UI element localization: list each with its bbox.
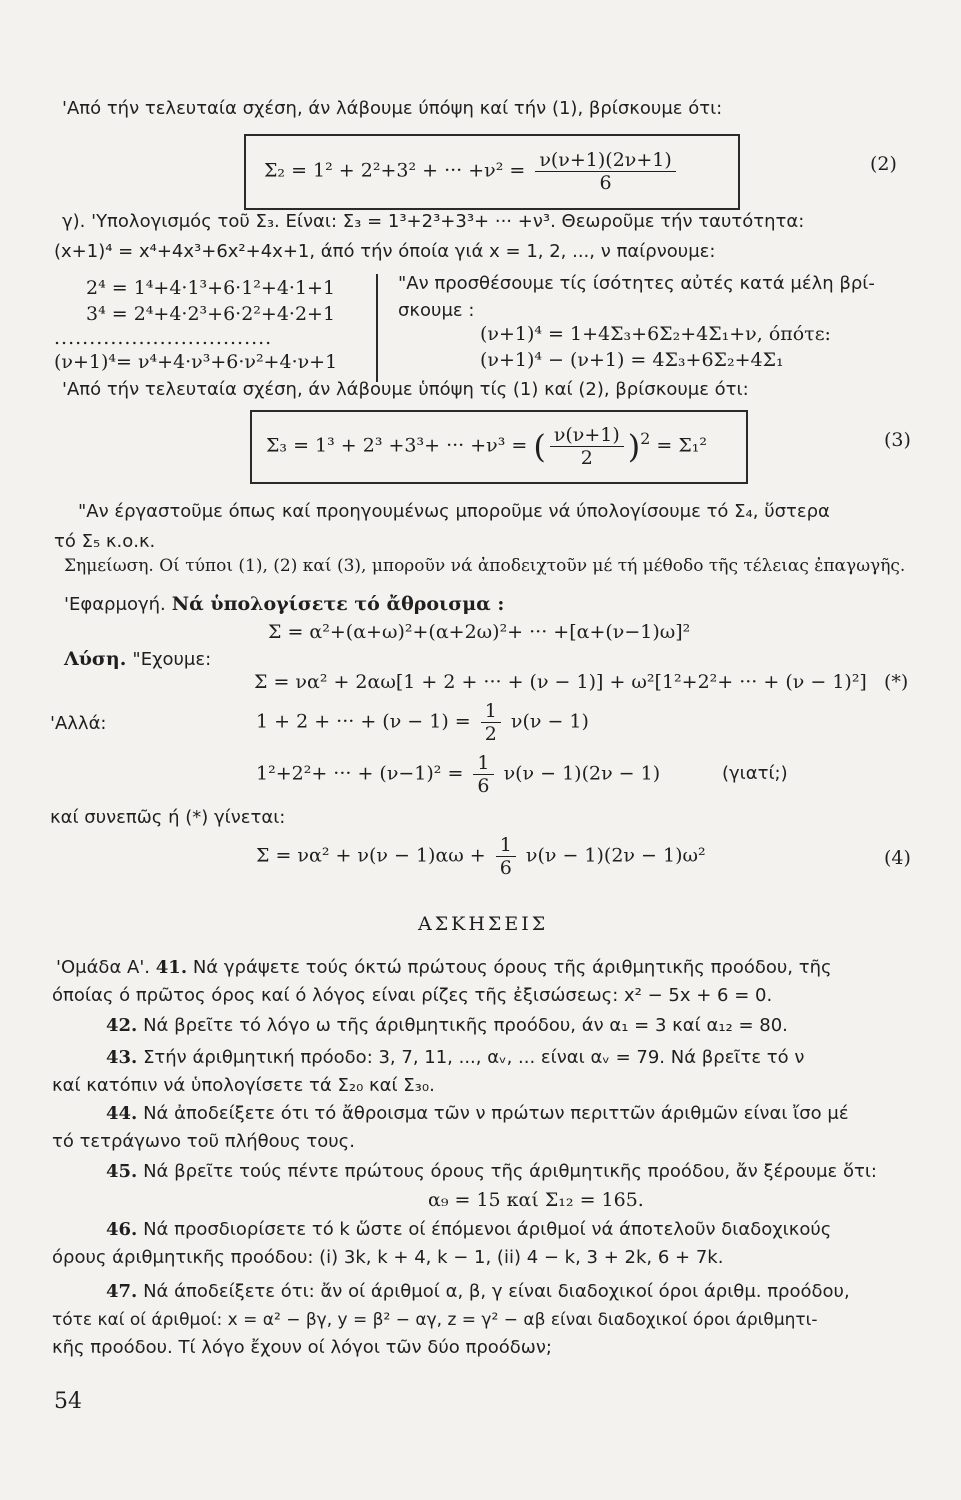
formula-2-tag: (2): [870, 153, 897, 175]
application-line: [64, 592, 504, 617]
solution-equation: Σ = να² + 2αω[1 + 2 + ··· + (ν − 1)] + ω²[1²+2²+ ··· + (ν − 1)²]: [254, 671, 867, 693]
final-equation: [256, 834, 706, 879]
formula-3-denominator: 2: [580, 447, 593, 469]
group-label: 'Ομάδα Α'.: [56, 957, 151, 978]
but-equation-2: [256, 752, 660, 797]
exercise-43-line-1: [106, 1046, 804, 1070]
formula-3-close-paren: ): [627, 427, 641, 466]
solution-tag: (*): [884, 671, 909, 693]
formula-3-square: 2: [640, 429, 651, 449]
solution-text: "Εχουμε:: [132, 649, 212, 670]
note-line: [64, 554, 905, 578]
but-eq-2-lhs: 1²+2²+ ··· + (ν−1)² =: [256, 762, 464, 785]
exercises-heading: ΑΣΚΗΣΕΙΣ: [418, 913, 549, 935]
equation-brace: [376, 274, 378, 382]
exercise-47-line-1: [106, 1280, 850, 1304]
intro-line-3: 'Από τήν τελευταία σχέση, άν λάβουμε ὑπόψη τίς (1) καί (2), βρίσκουμε ότι:: [62, 379, 749, 400]
formula-3-rhs: = Σ₁²: [656, 434, 708, 457]
but-equation-1: [256, 700, 589, 745]
exercise-41-line-1: [56, 956, 832, 980]
exercise-45-text-a: Νά βρεῖτε τούς πέντε πρώτους όρους τῆς άριθμητικῆς προόδου, ἄν ξέρουμε ὅτι:: [143, 1161, 877, 1182]
formula-2-denominator: 6: [599, 172, 612, 194]
final-denominator: 6: [499, 857, 512, 879]
paragraph-line-1: "Αν έργαστοῦμε όπως καί προηγουμένως μποροῦμε νά ύπολογίσουμε τό Σ₄, ὕστερα: [78, 501, 830, 522]
but-eq-1-denominator: 2: [484, 723, 497, 745]
left-eq-2: 3⁴ = 2⁴+4·2³+6·2²+4·2+1: [86, 303, 336, 325]
exercise-42: [106, 1014, 788, 1038]
solution-label: Λύση.: [64, 648, 127, 670]
but-label: 'Αλλά:: [50, 713, 107, 734]
exercise-46-line-2: όρους άριθμητικῆς προόδου: (i) 3k, k + 4, k − 1, (ii) 4 − k, 3 + 2k, 6 + 7k.: [52, 1247, 724, 1268]
application-formula: Σ = α²+(α+ω)²+(α+2ω)²+ ··· +[α+(ν−1)ω]²: [268, 621, 691, 643]
final-numerator: 1: [496, 834, 516, 857]
formula-2-numerator: ν(ν+1)(2ν+1): [535, 149, 675, 172]
exercise-41-text-a: Νά γράψετε τούς όκτώ πρώτους όρους τῆς άριθμητικῆς προόδου, τῆς: [192, 957, 832, 978]
exercise-47-number: 47.: [106, 1281, 138, 1302]
but-eq-2-numerator: 1: [473, 752, 493, 775]
final-tag: (4): [884, 847, 911, 869]
exercise-46-line-1: [106, 1218, 831, 1242]
but-eq-1-rhs: ν(ν − 1): [510, 710, 589, 733]
exercise-44-line-2: τό τετράγωνο τοῦ πλήθους τους.: [52, 1131, 355, 1152]
consequence-line: καί συνεπῶς ή (*) γίνεται:: [50, 807, 286, 828]
exercise-47-line-2: τότε καί οί άριθμοί: x = α² − βγ, y = β² − αγ, z = γ² − αβ είναι διαδοχικοί όροι άριθμητι-: [52, 1310, 818, 1330]
but-eq-2-denominator: 6: [477, 775, 490, 797]
formula-2-lhs: Σ₂ = 1² + 2²+3² + ··· +ν² =: [264, 159, 526, 182]
note-text: Οί τύποι (1), (2) καί (3), μποροῦν νά ἀποδειχτοῦν μέ τή μέθοδο τῆς τέλειας ἐπαγωγῆς.: [159, 556, 906, 576]
application-text: Νά ὑπολογίσετε τό ἄθροισμα :: [171, 593, 505, 615]
exercise-42-number: 42.: [106, 1015, 138, 1036]
formula-3-open-paren: (: [533, 427, 546, 466]
final-lhs: Σ = να² + ν(ν − 1)αω +: [256, 844, 486, 867]
right-text-2: σκουμε :: [398, 300, 475, 321]
page-number: 54: [54, 1389, 82, 1414]
note-label: Σημείωση.: [64, 556, 154, 576]
exercise-41-number: 41.: [155, 957, 188, 978]
but-eq-2-rhs: ν(ν − 1)(2ν − 1): [503, 762, 661, 785]
formula-3-numerator: ν(ν+1): [550, 424, 624, 447]
exercise-42-text: Νά βρεῖτε τό λόγο ω τῆς άριθμητικῆς προόδου, άν α₁ = 3 καί α₁₂ = 80.: [143, 1015, 788, 1036]
exercise-47-text-a: Νά άποδείξετε ότι: ἄν οί άριθμοί α, β, γ είναι διαδοχικοί όροι άριθμ. προόδου,: [143, 1281, 850, 1302]
right-eq-2: (ν+1)⁴ − (ν+1) = 4Σ₃+6Σ₂+4Σ₁: [480, 349, 784, 371]
formula-3-tag: (3): [884, 429, 911, 451]
but-eq-1-lhs: 1 + 2 + ··· + (ν − 1) =: [256, 710, 471, 733]
exercise-43-text-a: Στήν άριθμητική πρόοδο: 3, 7, 11, ..., αᵥ, ... είναι αᵥ = 79. Νά βρεῖτε τό ν: [143, 1047, 805, 1068]
formula-2-fraction: [535, 149, 675, 194]
exercise-43-number: 43.: [106, 1047, 138, 1068]
exercise-44-number: 44.: [106, 1103, 138, 1124]
gamma-line-1: γ). 'Υπολογισμός τοῦ Σ₃. Είναι: Σ₃ = 1³+2³+3³+ ··· +ν³. Θεωροῦμε τήν ταυτότητα:: [62, 211, 805, 232]
application-label: 'Εφαρμογή.: [64, 594, 166, 615]
final-rhs: ν(ν − 1)(2ν − 1)ω²: [525, 844, 706, 867]
exercise-46-text-a: Νά προσδιορίσετε τό k ὥστε οί έπόμενοι άριθμοί νά άποτελοῦν διαδοχικούς: [143, 1219, 832, 1240]
intro-line-1: 'Από τήν τελευταία σχέση, άν λάβουμε ύπόψη καί τήν (1), βρίσκουμε ότι:: [62, 98, 723, 119]
but-eq-1-fraction: [481, 700, 501, 745]
right-text-1: "Αν προσθέσουμε τίς ίσότητες αὐτές κατά μέλη βρί-: [398, 273, 875, 294]
formula-3: [266, 424, 707, 469]
left-eq-dots: ...............................: [54, 327, 273, 349]
left-eq-last: (ν+1)⁴= ν⁴+4·ν³+6·ν²+4·ν+1: [54, 351, 338, 373]
formula-3-fraction: [550, 424, 624, 469]
but-eq-2-note: (γιατί;): [722, 763, 788, 784]
left-eq-1: 2⁴ = 1⁴+4·1³+6·1²+4·1+1: [86, 277, 336, 299]
gamma-line-2: (x+1)⁴ = x⁴+4x³+6x²+4x+1, άπό τήν όποία γιά x = 1, 2, ..., ν παίρνουμε:: [54, 241, 716, 262]
but-eq-2-fraction: [473, 752, 493, 797]
exercise-47-line-3: κῆς προόδου. Τί λόγο ἔχουν οί λόγοι τῶν δύο προόδων;: [52, 1337, 552, 1358]
exercise-45-number: 45.: [106, 1161, 138, 1182]
exercise-45-line-1: [106, 1160, 877, 1184]
exercise-44-text-a: Νά ἀποδείξετε ότι τό ἄθροισμα τῶν ν πρώτων περιττῶν άριθμῶν είναι ἴσο μέ: [143, 1103, 849, 1124]
but-eq-1-numerator: 1: [481, 700, 501, 723]
exercise-45-line-2: α₉ = 15 καί Σ₁₂ = 165.: [428, 1189, 644, 1211]
exercise-41-line-2: όποίας ό πρῶτος όρος καί ό λόγος είναι ρίζες τῆς ἐξισώσεως: x² − 5x + 6 = 0.: [52, 985, 773, 1006]
exercise-44-line-1: [106, 1102, 849, 1126]
right-eq-1: (ν+1)⁴ = 1+4Σ₃+6Σ₂+4Σ₁+ν, όπότε:: [480, 323, 831, 345]
paragraph-line-2: τό Σ₅ κ.ο.κ.: [54, 531, 156, 552]
solution-line: [64, 647, 211, 672]
final-fraction: [496, 834, 516, 879]
formula-3-lhs: Σ₃ = 1³ + 2³ +3³+ ··· +ν³ =: [266, 434, 528, 457]
exercise-43-line-2: καί κατόπιν νά ὑπολογίσετε τά Σ₂₀ καί Σ₃₀.: [52, 1075, 435, 1096]
formula-2: [264, 149, 680, 194]
exercise-46-number: 46.: [106, 1219, 138, 1240]
